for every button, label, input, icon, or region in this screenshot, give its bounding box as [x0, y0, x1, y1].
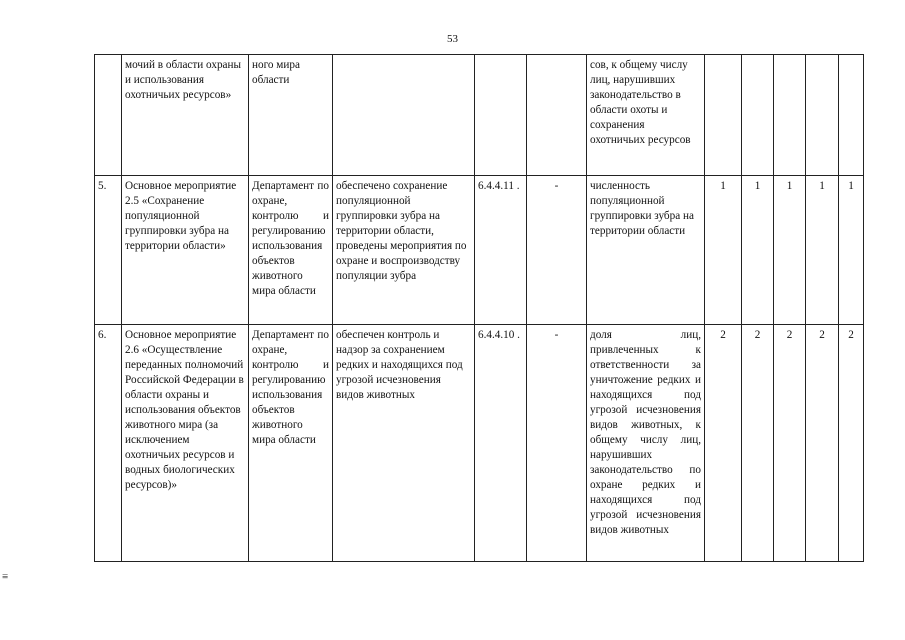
indicator: сов, к общему числу лиц, нарушивших законодательство в области охоты и сохранения охотничьих ресурсов: [587, 55, 705, 176]
value-cell: [774, 55, 806, 176]
executor: Департамент по охране, контролю и регулированию использования объектов животного мира области: [249, 325, 333, 562]
value-cell: [742, 55, 774, 176]
executor: ного мира области: [249, 55, 333, 176]
dash: -: [527, 176, 587, 325]
table-row: [95, 55, 864, 176]
dash: -: [527, 325, 587, 562]
value-cell: 1: [806, 176, 839, 325]
row-number: 6.: [95, 325, 122, 562]
value-cell: 2: [806, 325, 839, 562]
indicator: численность популяционной группировки зубра на территории области: [587, 176, 705, 325]
value-cell: 1: [705, 176, 742, 325]
program-table: [94, 54, 864, 562]
table-row: [95, 176, 864, 325]
code: 6.4.4.10 .: [475, 325, 527, 562]
row-number: [95, 55, 122, 176]
result: [333, 55, 475, 176]
value-cell: [839, 55, 864, 176]
dash: [527, 55, 587, 176]
executor: Департамент по охране, контролю и регулированию использования объектов животного мира области: [249, 176, 333, 325]
result: обеспечено сохранение популяционной группировки зубра на территории области, проведены мероприятия по охране и воспроизводству популяции зубра: [333, 176, 475, 325]
result: обеспечен контроль и надзор за сохранением редких и находящихся под угрозой исчезновения видов животных: [333, 325, 475, 562]
event-name: Основное мероприятие 2.5 «Сохранение популяционной группировки зубра на территории области»: [122, 176, 249, 325]
indicator: доля лиц, привлеченных к ответственности за уничтожение редких и находящихся под угрозой исчезновения видов животных, к общему числу лиц, нарушивших законодательство по охране редких и находящихся под угрозой исчезновения видов животных: [587, 325, 705, 562]
value-cell: 1: [774, 176, 806, 325]
value-cell: 1: [742, 176, 774, 325]
value-cell: [806, 55, 839, 176]
value-cell: 2: [705, 325, 742, 562]
event-name: Основное мероприятие 2.6 «Осуществление переданных полномочий Российской Федерации в области охраны и использования объектов животного мира (за исключением охотничьих ресурсов и водных биологических ресурсов)»: [122, 325, 249, 562]
margin-mark: ≡: [2, 571, 9, 583]
value-cell: 1: [839, 176, 864, 325]
value-cell: [705, 55, 742, 176]
row-number: 5.: [95, 176, 122, 325]
page-number: 53: [447, 33, 458, 45]
event-name: мочий в области охраны и использования охотничьих ресурсов»: [122, 55, 249, 176]
value-cell: 2: [742, 325, 774, 562]
code: [475, 55, 527, 176]
value-cell: 2: [774, 325, 806, 562]
table-row: [95, 325, 864, 562]
code: 6.4.4.11 .: [475, 176, 527, 325]
value-cell: 2: [839, 325, 864, 562]
